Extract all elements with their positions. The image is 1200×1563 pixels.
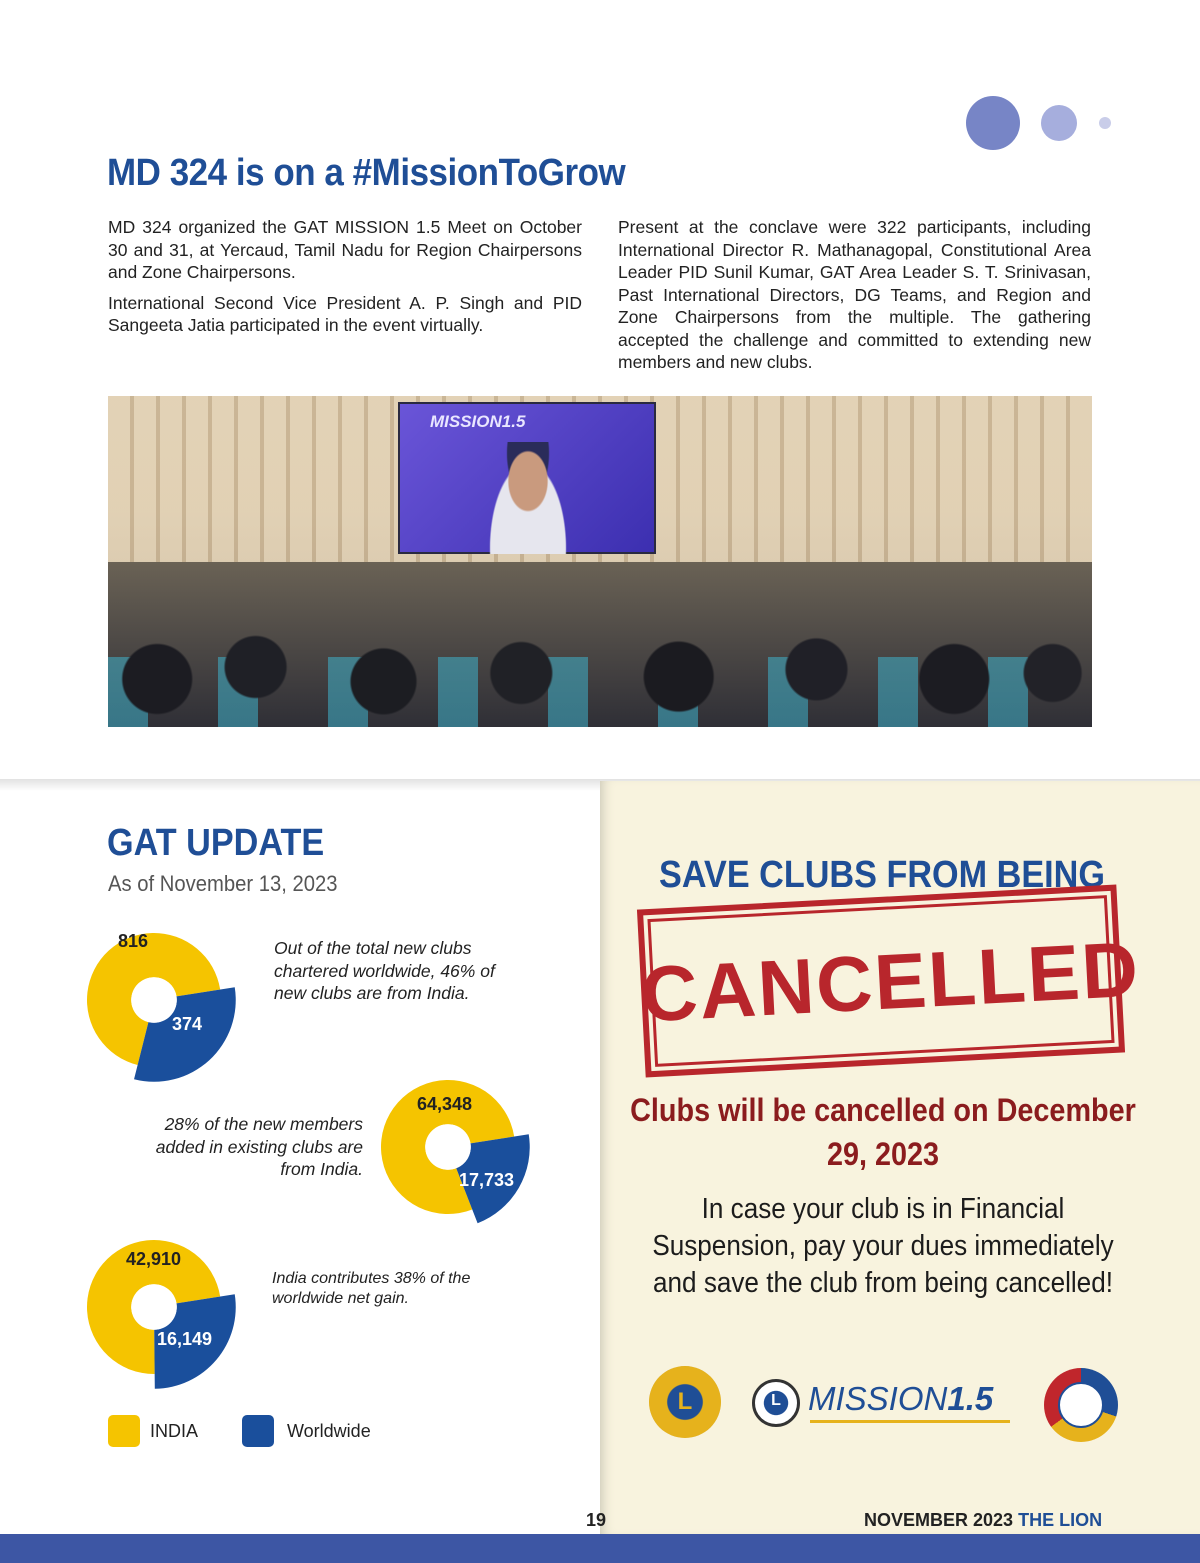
gat-logo-center (1058, 1382, 1104, 1428)
magazine-name: THE LION (1018, 1510, 1103, 1530)
mission-logo-number: 1.5 (947, 1380, 994, 1417)
decorative-dot-small (1099, 117, 1111, 129)
gat-logo (1044, 1368, 1118, 1442)
donut-hole (131, 1284, 177, 1330)
article-paragraph: MD 324 organized the GAT MISSION 1.5 Meet on October 30 and 31, at Yercaud, Tamil Nadu for Region Chairpersons and Zone Chairpersons. (108, 217, 582, 282)
donut-value-worldwide: 374 (172, 1014, 203, 1034)
article-title: MD 324 is on a #MissionToGrow (107, 152, 626, 194)
lions-logo-letter: L (677, 1388, 693, 1415)
donut-value-worldwide: 17,733 (459, 1170, 515, 1190)
donut-value-india: 816 (118, 931, 149, 951)
cancellation-date: Clubs will be cancelled on December 29, 2023 (630, 1092, 1136, 1172)
notice-body: In case your club is in Financial Suspension, pay your dues immediately and save the club from being cancelled! (652, 1193, 1114, 1299)
mission-1-5-logo (808, 1380, 993, 1418)
legend-swatch-worldwide (242, 1415, 274, 1447)
gat-update-title: GAT UPDATE (107, 822, 325, 864)
mission-logo-text: MISSION (808, 1380, 948, 1417)
cancelled-stamp (637, 885, 1143, 1078)
donut-caption: India contributes 38% of the worldwide net gain. (272, 1270, 471, 1307)
article-paragraph: Present at the conclave were 322 participants, including International Director R. Mathanagopal, Constitutional Area Leader PID Sunil Kumar, GAT Area Leader S. T. Srinivasan, Past International Directors, DG Teams, and Region and Zone Chairpersons from the multiple. The gathering accepted the challenge and committed to extending new members and new clubs. (618, 217, 1091, 372)
donut-hole (425, 1124, 471, 1170)
donut-caption: 28% of the new members added in existing clubs are from India. (155, 1114, 363, 1179)
donut-chart-new-clubs (87, 933, 236, 1082)
legend-label-india: INDIA (150, 1421, 199, 1441)
decorative-dot-large (966, 96, 1020, 150)
issue-line (864, 1510, 1102, 1531)
issue-date: NOVEMBER 2023 (864, 1510, 1014, 1530)
article-right-column (618, 216, 1091, 382)
legend-label-worldwide: Worldwide (287, 1421, 371, 1441)
legend-swatch-india (108, 1415, 140, 1447)
screen-mission-text: MISSION1.5 (430, 412, 526, 431)
donut-caption: Out of the total new clubs chartered worldwide, 46% of new clubs are from India. (274, 938, 495, 1003)
footer-bar (0, 1534, 1200, 1563)
donut-value-india: 64,348 (417, 1094, 473, 1114)
page-number: 19 (586, 1510, 607, 1530)
notice-heading: SAVE CLUBS FROM BEING (659, 854, 1105, 896)
donut-value-worldwide: 16,149 (157, 1329, 213, 1349)
donut-hole (131, 977, 177, 1023)
stamp-text: CANCELLED (639, 924, 1143, 1039)
decorative-dot-medium (1041, 105, 1077, 141)
lions-international-logo (649, 1366, 721, 1438)
mission-logo-underline (810, 1420, 1010, 1423)
lions-emblem-logo (752, 1379, 800, 1427)
article-paragraph: International Second Vice President A. P. Singh and PID Sangeeta Jatia participated in the event virtually. (108, 292, 582, 335)
lions-logo-letter: L (771, 1392, 781, 1409)
donut-value-india: 42,910 (126, 1249, 182, 1269)
gat-update-subtitle: As of November 13, 2023 (108, 871, 338, 896)
